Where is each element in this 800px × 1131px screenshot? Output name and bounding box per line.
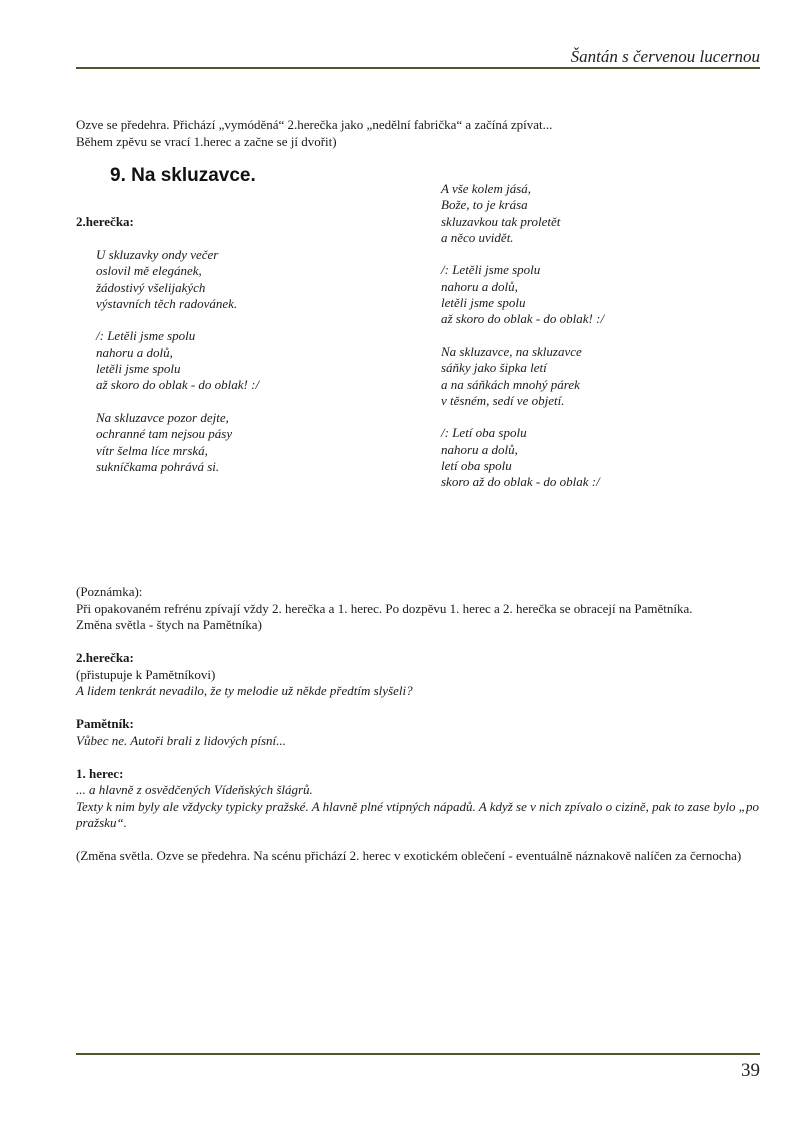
lyric-line: v těsném, sedí ve objetí. (441, 392, 565, 408)
note-line: Změna světla - štych na Pamětníka) (76, 617, 262, 632)
lyric-line: výstavních těch radovánek. (96, 295, 238, 311)
intro-line: Během zpěvu se vrací 1.herec a začne se jí dvořit) (76, 133, 337, 149)
stanza (441, 181, 604, 246)
dialogue-line: Texty k nim byly ale vždycky typicky pražské. A hlavně plné vtipných nápadů. A když se v nich zpívalo o cizině, pak to zase bylo „po (76, 798, 760, 814)
dialogue-block (76, 716, 776, 749)
dialogue-block (76, 766, 776, 832)
dialogue-block (76, 650, 776, 700)
closing-stage-direction: (Změna světla. Ozve se předehra. Na scénu přichází 2. herec v exotickém oblečení - eventuálně náznakově nalíčen za černocha) (76, 848, 742, 863)
lyric-line: sukníčkama pohrává si. (96, 458, 220, 474)
lyric-line: Na skluzavce, na skluzavce (441, 343, 582, 359)
lyric-line: nahoru a dolů, (96, 344, 173, 360)
speaker-name: Pamětník: (76, 716, 134, 731)
lyric-line: letěli jsme spolu (96, 361, 181, 377)
speaker-name: 1. herec: (76, 765, 124, 781)
stanza (441, 344, 604, 409)
lyric-line: Bože, to je krása (441, 197, 528, 213)
lyric-line: vítr šelma líce mrská, (96, 442, 208, 458)
stanza (441, 425, 604, 490)
speaker-name: 2.herečka: (76, 650, 134, 665)
stanza (96, 328, 259, 393)
lyric-line: žádostivý všelijakých (96, 279, 206, 295)
lyric-line: sáňky jako šipka letí (441, 360, 547, 376)
lyric-line: letěli jsme spolu (441, 295, 526, 311)
lyrics-right-column (441, 181, 604, 507)
note-line: Při opakovaném refrénu zpívají vždy 2. herečka a 1. herec. Po dozpěvu 1. herec a 2. herečka se obracejí na Pamětníka. (76, 600, 693, 616)
note-block (76, 584, 776, 634)
lyric-line: až skoro do oblak - do oblak! :/ (441, 311, 605, 327)
stage-direction: (přistupuje k Pamětníkovi) (76, 666, 216, 682)
lyric-line: Na skluzavce pozor dejte, (96, 409, 229, 425)
lyric-line: a něco uvidět. (441, 229, 514, 245)
dialogue-line: pražsku“. (76, 815, 127, 830)
lyric-line: skluzavkou tak proletět (441, 213, 561, 229)
lyric-line: U skluzavky ondy večer (96, 247, 219, 262)
dialogue-line: Vůbec ne. Autoři brali z lidových písní... (76, 732, 286, 748)
lower-section (76, 584, 776, 865)
lyric-line: nahoru a dolů, (441, 278, 518, 294)
dialogue-line: A lidem tenkrát nevadilo, že ty melodie už někde předtím slyšeli? (76, 683, 413, 698)
song-title: 9. Na skluzavce. (110, 165, 256, 186)
lyric-line: /: Letěli jsme spolu (441, 262, 541, 278)
header-rule (76, 67, 760, 69)
stanza (96, 410, 259, 475)
stanza (441, 262, 604, 327)
intro-text (76, 117, 552, 150)
stanza (96, 247, 259, 312)
header-title: Šantán s červenou lucernou (570, 47, 760, 66)
note-label: (Poznámka): (76, 584, 143, 599)
footer-rule (76, 1053, 760, 1055)
lyrics-left-column (96, 247, 259, 491)
singer-label: 2.herečka: (76, 214, 134, 229)
lyric-line: /: Letí oba spolu (441, 425, 527, 441)
lyric-line: oslovil mě elegánek, (96, 263, 202, 279)
intro-line: Ozve se předehra. Přichází „vymóděná“ 2.herečka jako „nedělní fabrička“ a začíná zpívat... (76, 117, 553, 132)
lyric-line: a na sáňkách mnohý párek (441, 376, 580, 392)
lyric-line: A vše kolem jásá, (441, 181, 532, 196)
lyric-line: nahoru a dolů, (441, 441, 518, 457)
lyric-line: ochranné tam nejsou pásy (96, 426, 233, 442)
page-number: 39 (741, 1060, 760, 1081)
lyric-line: /: Letěli jsme spolu (96, 328, 196, 344)
lyric-line: letí oba spolu (441, 458, 512, 474)
dialogue-line: ... a hlavně z osvědčených Vídeňských šlágrů. (76, 782, 313, 797)
lyric-line: skoro až do oblak - do oblak :/ (441, 474, 600, 490)
lyric-line: až skoro do oblak - do oblak! :/ (96, 377, 260, 393)
